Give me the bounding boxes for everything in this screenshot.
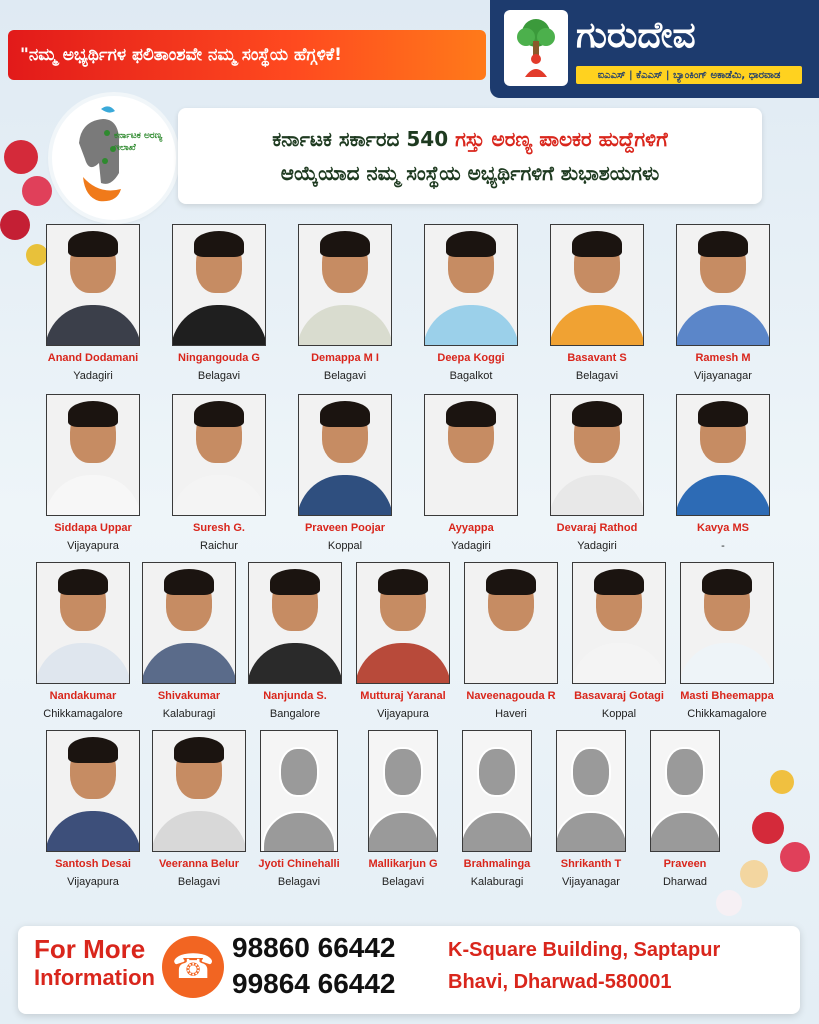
candidate-place: - <box>721 540 725 552</box>
candidate-photo <box>368 730 438 852</box>
candidate-name: Jyoti Chinehalli <box>258 858 340 870</box>
candidate-name: Naveenagouda R <box>466 690 556 702</box>
flower-decoration-left <box>26 244 48 266</box>
flower-decoration-right <box>780 842 810 872</box>
headline-box <box>178 108 762 204</box>
address-line-2: Bhavi, Dharwad-580001 <box>448 971 672 993</box>
candidate-place: Haveri <box>495 708 527 720</box>
person-hair <box>594 569 644 595</box>
person-hair <box>572 231 622 257</box>
candidate-name: Ayyappa <box>448 522 494 534</box>
candidate-photo <box>680 562 774 684</box>
candidate-place: Kalaburagi <box>162 708 216 720</box>
brand-name: ಗುರುದೇವ <box>576 15 696 56</box>
person-hair <box>194 231 244 257</box>
person-hair <box>68 231 118 257</box>
phone-number-1[interactable]: 98860 66442 <box>232 932 396 963</box>
candidate-name: Shrikanth T <box>560 858 622 870</box>
candidate-photo <box>298 224 392 346</box>
candidate-name: Devaraj Rathod <box>556 522 638 534</box>
person-hair <box>446 401 496 427</box>
candidate-place: Dharwad <box>662 876 708 888</box>
person-hair <box>174 737 224 763</box>
candidate-name: Santosh Desai <box>55 858 131 870</box>
candidate-photo <box>172 224 266 346</box>
candidate-photo <box>46 394 140 516</box>
flower-decoration-left <box>0 210 30 240</box>
candidate-place: Chikkamagalore <box>687 708 767 720</box>
placeholder-silhouette-body <box>650 811 720 852</box>
candidate-photo <box>248 562 342 684</box>
candidate-name: Mutturaj Yaranal <box>360 690 446 702</box>
headline-highlight: ಗಸ್ತು ಅರಣ್ಯ ಪಾಲಕರ ಹುದ್ದೆಗಳಿಗೆ <box>455 127 668 151</box>
placeholder-silhouette-body <box>462 811 532 852</box>
brand-subtitle: ಐಎಎಸ್ | ಕೆಎಎಸ್ | ಬ್ಯಾಂಕಿಂಗ್ ಅಕಾಡೆಮಿ, ಧಾರವಾಡ <box>576 66 802 84</box>
candidate-photo <box>464 562 558 684</box>
candidate-photo <box>260 730 338 852</box>
person-hair <box>446 231 496 257</box>
candidate-name: Masti Bheemappa <box>680 690 774 702</box>
candidate-name: Mallikarjun G <box>368 858 438 870</box>
candidate-place: Bagalkot <box>449 370 493 382</box>
placeholder-silhouette-head <box>665 747 705 797</box>
candidate-photo <box>650 730 720 852</box>
candidate-photo <box>424 394 518 516</box>
placeholder-silhouette-head <box>571 747 611 797</box>
candidate-place: Vijayanagar <box>562 876 620 888</box>
more-info-line-2: Information <box>34 965 155 990</box>
candidate-photo <box>572 562 666 684</box>
candidate-place: Belagavi <box>323 370 367 382</box>
tree-meditation-icon <box>509 15 563 81</box>
flower-decoration-left <box>22 176 52 206</box>
person-hair <box>572 401 622 427</box>
address <box>448 934 788 998</box>
candidate-name: Veeranna Belur <box>158 858 240 870</box>
candidate-name: Praveen <box>663 858 707 870</box>
candidate-place: Yadagiri <box>73 370 113 382</box>
candidate-name: Deepa Koggi <box>437 352 505 364</box>
candidate-name: Suresh G. <box>193 522 245 534</box>
flower-decoration-left <box>4 140 38 174</box>
slogan-text: "ನಮ್ಮ ಅಭ್ಯರ್ಥಿಗಳ ಫಲಿತಾಂಶವೇ ನಮ್ಮ ಸಂಸ್ಥೆಯ ಹೆಗ್ಗಳಿಕೆ! <box>20 45 342 65</box>
placeholder-silhouette-head <box>477 747 517 797</box>
person-hair <box>698 231 748 257</box>
slogan-banner <box>8 30 486 80</box>
flower-decoration-right <box>716 890 742 916</box>
candidate-place: Belagavi <box>277 876 321 888</box>
candidate-name: Nandakumar <box>49 690 117 702</box>
candidate-name: Demappa M I <box>311 352 379 364</box>
candidate-place: Raichur <box>200 540 238 552</box>
candidate-name: Siddapa Uppar <box>54 522 132 534</box>
candidate-place: Chikkamagalore <box>43 708 123 720</box>
candidate-name: Basavant S <box>567 352 627 364</box>
candidate-place: Vijayapura <box>67 540 119 552</box>
person-hair <box>194 401 244 427</box>
placeholder-silhouette-body <box>262 811 336 852</box>
candidate-name: Praveen Poojar <box>304 522 386 534</box>
headline-line-1 <box>272 127 667 151</box>
candidate-photo <box>46 730 140 852</box>
candidate-name: Nanjunda S. <box>263 690 327 702</box>
person-hair <box>486 569 536 595</box>
candidate-place: Belagavi <box>575 370 619 382</box>
flower-decoration-right <box>752 812 784 844</box>
candidate-place: Yadagiri <box>577 540 617 552</box>
candidate-photo <box>676 224 770 346</box>
candidate-photo <box>46 224 140 346</box>
candidate-name: Shivakumar <box>157 690 221 702</box>
candidate-place: Bangalore <box>269 708 321 720</box>
candidate-place: Vijayanagar <box>694 370 752 382</box>
candidate-photo <box>556 730 626 852</box>
person-hair <box>378 569 428 595</box>
elephant-tiger-emblem-icon <box>59 103 169 213</box>
placeholder-silhouette-body <box>368 811 438 852</box>
person-hair <box>698 401 748 427</box>
candidate-photo <box>152 730 246 852</box>
headline-line-2: ಆಯ್ಕೆಯಾದ ನಮ್ಮ ಸಂಸ್ಥೆಯ ಅಭ್ಯರ್ಥಿಗಳಿಗೆ ಶುಭಾಶಯಗಳು <box>280 161 660 185</box>
phone-numbers <box>232 930 432 1002</box>
candidate-place: Belagavi <box>197 370 241 382</box>
more-info-label <box>34 934 154 992</box>
candidate-place: Koppal <box>601 708 637 720</box>
candidate-photo <box>172 394 266 516</box>
person-hair <box>702 569 752 595</box>
candidate-name: Ningangouda G <box>178 352 260 364</box>
candidate-place: Kalaburagi <box>470 876 524 888</box>
person-hair <box>320 231 370 257</box>
candidate-photo <box>298 394 392 516</box>
candidate-place: Vijayapura <box>377 708 429 720</box>
forest-logo-text: ಕರ್ನಾಟಕ ಅರಣ್ಯ ಇಲಾಖೆ <box>114 131 163 153</box>
candidate-name: Anand Dodamani <box>47 352 139 364</box>
placeholder-silhouette-head <box>279 747 319 797</box>
candidate-name: Ramesh M <box>695 352 751 364</box>
placeholder-silhouette-body <box>556 811 626 852</box>
candidate-photo <box>676 394 770 516</box>
candidate-photo <box>550 394 644 516</box>
candidate-place: Belagavi <box>177 876 221 888</box>
candidate-photo <box>36 562 130 684</box>
forest-department-logo <box>52 96 176 220</box>
flower-decoration-right <box>770 770 794 794</box>
candidate-place: Yadagiri <box>451 540 491 552</box>
phone-number-2[interactable]: 99864 66442 <box>232 968 396 999</box>
person-hair <box>164 569 214 595</box>
person-hair <box>68 401 118 427</box>
phone-icon: ☎ <box>162 936 224 998</box>
candidate-photo <box>550 224 644 346</box>
person-hair <box>68 737 118 763</box>
candidate-photo <box>142 562 236 684</box>
candidate-photo <box>424 224 518 346</box>
candidate-place: Koppal <box>327 540 363 552</box>
candidate-photo <box>356 562 450 684</box>
person-hair <box>58 569 108 595</box>
headline-prefix: ಕರ್ನಾಟಕ ಸರ್ಕಾರದ 540 <box>272 127 449 151</box>
more-info-line-1: For More <box>34 934 146 964</box>
candidate-photo <box>462 730 532 852</box>
person-hair <box>320 401 370 427</box>
candidate-name: Kavya MS <box>697 522 749 534</box>
candidate-name: Basavaraj Gotagi <box>574 690 664 702</box>
brand-logo <box>504 10 568 86</box>
candidate-place: Vijayapura <box>67 876 119 888</box>
candidate-name: Brahmalinga <box>463 858 531 870</box>
address-line-1: K-Square Building, Saptapur <box>448 939 721 961</box>
placeholder-silhouette-head <box>383 747 423 797</box>
candidate-place: Belagavi <box>381 876 425 888</box>
person-hair <box>270 569 320 595</box>
